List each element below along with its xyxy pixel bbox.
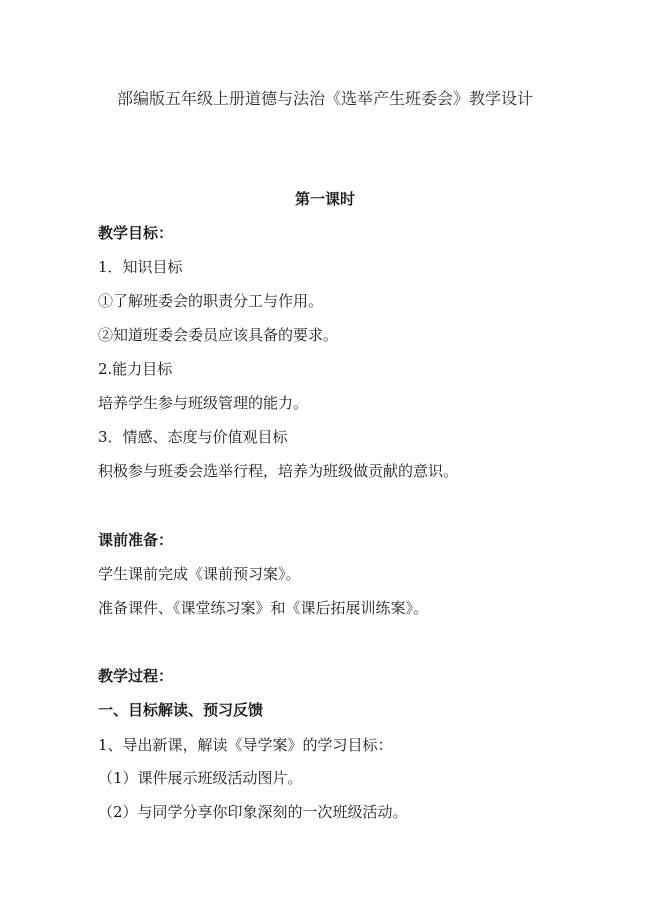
objective-3-heading: 3．情感、态度与价值观目标 [98, 428, 288, 446]
preparation-heading: 课前准备： [98, 531, 174, 549]
preparation-item-1: 学生课前完成《课前预习案》。 [98, 565, 301, 583]
preparation-item-2: 准备课件、《课堂练习案》和《课后拓展训练案》。 [98, 599, 429, 617]
step-1-sub-2: （2）与同学分享你印象深刻的一次班级活动。 [98, 803, 408, 821]
objective-3-text: 积极参与班委会选举行程，培养为班级做贡献的意识。 [98, 462, 459, 480]
objective-1-item-1: ①了解班委会的职责分工与作用。 [98, 292, 324, 310]
lesson-heading: 第一课时 [294, 190, 355, 208]
document-title: 部编版五年级上册道德与法治《选举产生班委会》教学设计 [116, 89, 533, 108]
section-1-heading: 一、目标解读、预习反馈 [98, 701, 264, 719]
process-heading: 教学过程： [98, 667, 174, 685]
objective-1-item-2: ②知道班委会委员应该具备的要求。 [98, 326, 339, 344]
objective-2-text: 培养学生参与班级管理的能力。 [98, 394, 309, 412]
objectives-heading: 教学目标： [98, 224, 174, 242]
step-1: 1、导出新课，解读《导学案》的学习目标： [98, 736, 393, 754]
objective-2-heading: 2.能力目标 [98, 360, 173, 378]
step-1-sub-1: （1）课件展示班级活动图片。 [98, 769, 303, 787]
objective-1-heading: 1．知识目标 [98, 258, 183, 276]
